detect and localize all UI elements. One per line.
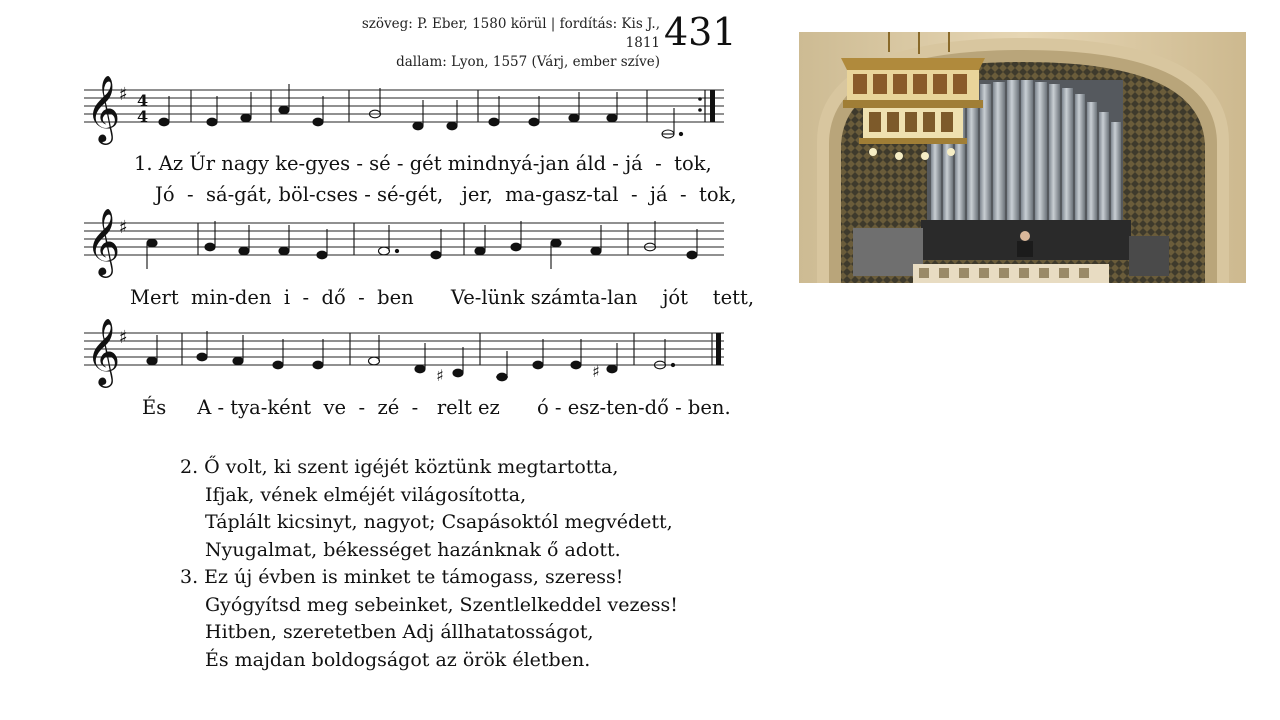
sharp-icon: ♯ xyxy=(119,217,128,238)
staff-1-notation xyxy=(84,72,726,152)
time-sig-bottom: 4 xyxy=(137,107,149,126)
verse-3-line-3: Hitben, szeretetben Adj állhatatosságot, xyxy=(205,621,594,643)
sharp-icon: ♯ xyxy=(436,366,444,385)
organ-video-frame[interactable] xyxy=(799,32,1246,283)
staff-2-notation xyxy=(84,205,726,285)
verse-3-line-2: Gyógyítsd meg sebeinket, Szentlelkeddel vezess! xyxy=(205,593,678,616)
hymn-credits xyxy=(330,15,660,72)
treble-clef-icon: 𝄞 xyxy=(86,74,121,142)
additional-verses xyxy=(180,454,678,674)
treble-clef-icon: 𝄞 xyxy=(86,207,121,275)
hymn-number: 431 xyxy=(664,10,737,54)
staff-system-3 xyxy=(84,315,726,395)
sharp-icon: ♯ xyxy=(592,362,600,381)
lyrics-system-1-verse-1: 1. Az Úr nagy ke-gyes - sé - gét mindnyá-jan áld - já - tok, xyxy=(134,152,712,175)
lyrics-system-1-verse-1-repeat: Jó - sá-gát, böl-cses - sé-gét, jer, ma-gasz-tal - já - tok, xyxy=(155,183,737,206)
verse-2-line-2: Ifjak, vének elméjét világosította, xyxy=(205,483,527,506)
verse-3-line-1: 3. Ez új évben is minket te támogass, szeress! xyxy=(180,566,624,588)
lyrics-system-3: És A - tya-ként ve - zé - relt ez ó - esz-ten-dő - ben. xyxy=(142,396,731,419)
time-sig-top: 4 xyxy=(137,91,149,110)
verse-2-line-3: Táplált kicsinyt, nagyot; Csapásoktól megvédett, xyxy=(205,511,673,533)
treble-clef-icon: 𝄞 xyxy=(86,317,121,385)
lyrics-system-2: Mert min-den i - dő - ben Ve-lünk számta-lan jót tett, xyxy=(130,286,755,309)
credits-text-line: szöveg: P. Eber, 1580 körül | fordítás: Kis J., 1811 xyxy=(361,16,660,51)
staff-system-2 xyxy=(84,205,726,285)
verse-2-line-4: Nyugalmat, békességet hazánknak ő adott. xyxy=(205,538,621,561)
sharp-icon: ♯ xyxy=(119,84,128,105)
organ-scene-image xyxy=(799,32,1246,283)
staff-system-1 xyxy=(84,72,726,152)
sharp-icon: ♯ xyxy=(119,327,128,348)
credits-melody-line: dallam: Lyon, 1557 (Várj, ember szíve) xyxy=(396,54,660,70)
staff-3-notation xyxy=(84,315,726,395)
verse-3-line-4: És majdan boldogságot az örök életben. xyxy=(205,648,591,671)
verse-2-line-1: 2. Ő volt, ki szent igéjét köztünk megtartotta, xyxy=(180,456,619,478)
